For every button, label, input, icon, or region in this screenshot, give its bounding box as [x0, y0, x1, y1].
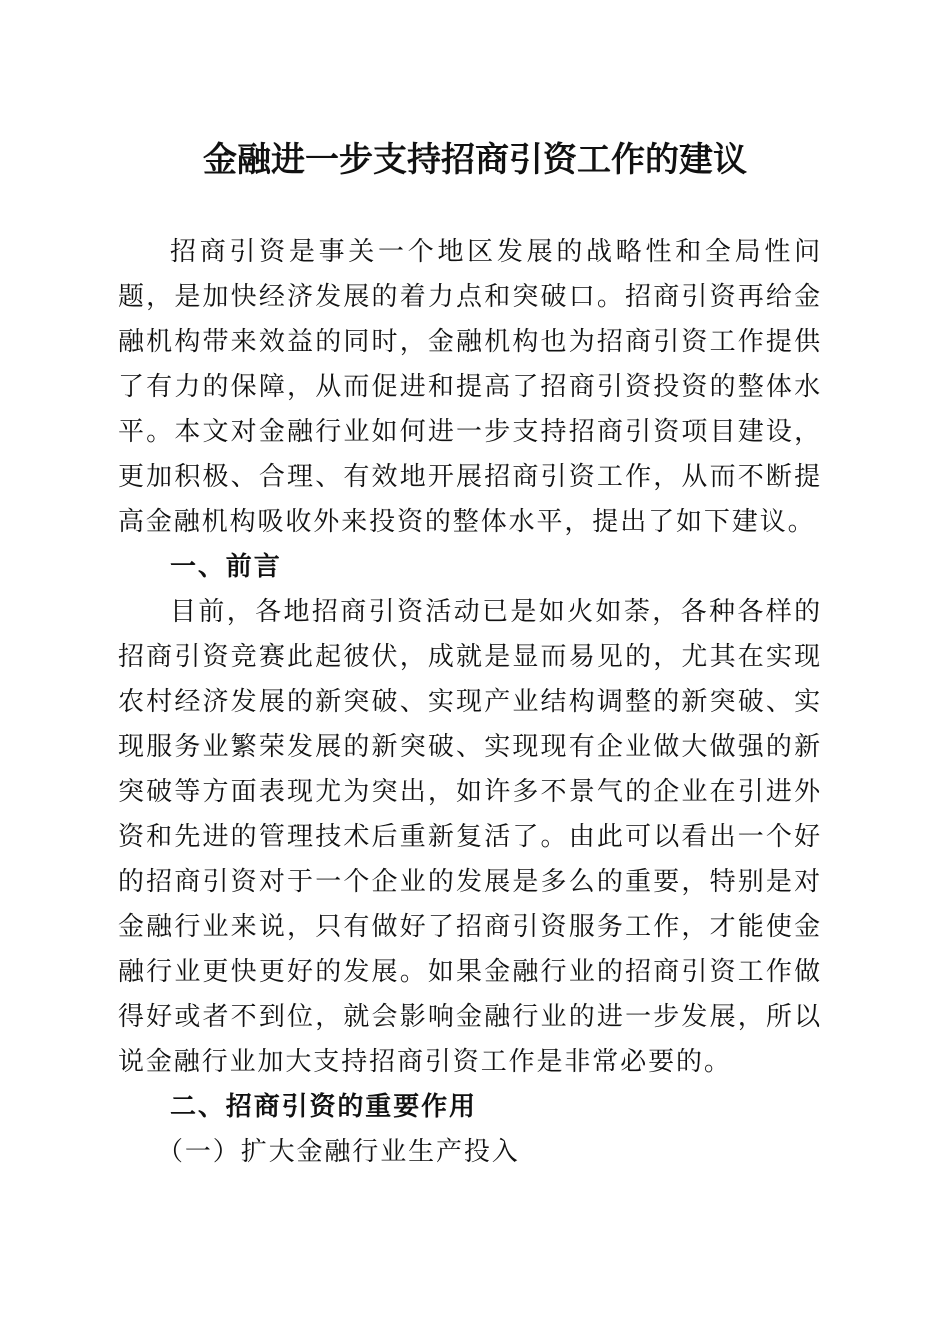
intro-paragraph: 招商引资是事关一个地区发展的战略性和全局性问题，是加快经济发展的着力点和突破口。招商引资再给金融机构带来效益的同时，金融机构也为招商引资工作提供了有力的保障，从而促进和提高了招商引资投资的整体水平。本文对金融行业如何进一步支持招商引资项目建设，更加积极、合理、有效地开展招商引资工作，从而不断提高金融机构吸收外来投资的整体水平，提出了如下建议。	[118, 237, 822, 537]
subsection-heading-investment: （一）扩大金融行业生产投入	[157, 1137, 520, 1167]
section-heading-preface: 一、前言	[170, 552, 282, 582]
document-body	[118, 230, 822, 1175]
section-heading-importance: 二、招商引资的重要作用	[170, 1092, 477, 1122]
document-title: 金融进一步支持招商引资工作的建议	[203, 140, 747, 180]
preface-paragraph: 目前，各地招商引资活动已是如火如荼，各种各样的招商引资竞赛此起彼伏，成就是显而易见的，尤其在实现农村经济发展的新突破、实现产业结构调整的新突破、实现服务业繁荣发展的新突破、实现现有企业做大做强的新突破等方面表现尤为突出，如许多不景气的企业在引进外资和先进的管理技术后重新复活了。由此可以看出一个好的招商引资对于一个企业的发展是多么的重要，特别是对金融行业来说，只有做好了招商引资服务工作，才能使金融行业更快更好的发展。如果金融行业的招商引资工作做得好或者不到位，就会影响金融行业的进一步发展，所以说金融行业加大支持招商引资工作是非常必要的。	[118, 597, 822, 1077]
